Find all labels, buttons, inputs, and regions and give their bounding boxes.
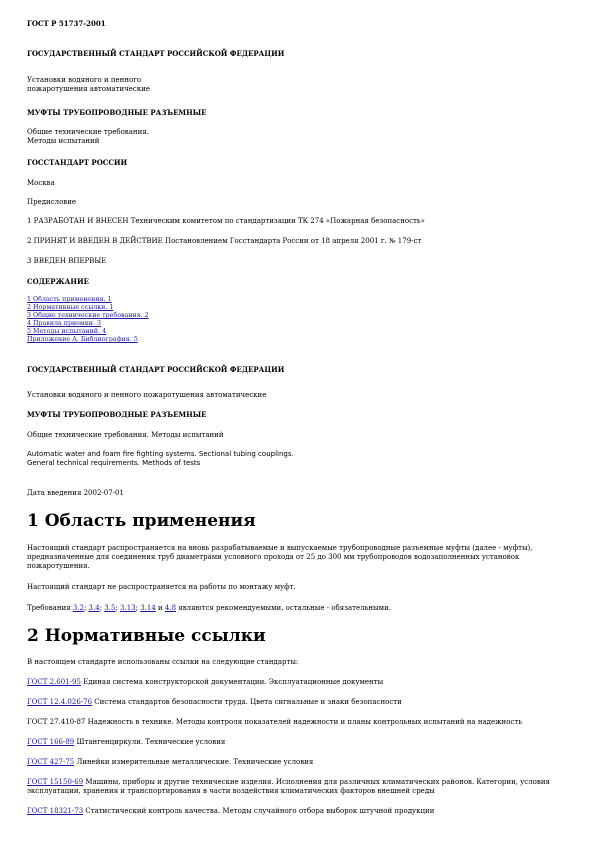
conjunction: и: [155, 604, 165, 612]
scope-para-line-1: Настоящий стандарт распространяется на вновь разрабатываемые и выпускаемые трубопроводные разъемные муфты (далее - муфты),: [27, 544, 533, 552]
section-1-heading: 1 Область применения: [27, 511, 256, 531]
reference-title: Линейки измерительные металлические. Технические условия: [74, 758, 314, 766]
preface-title: Предисловие: [27, 198, 77, 206]
preface-item-2: 2 ПРИНЯТ И ВВЕДЕН В ДЕЙСТВИЕ Постановлением Госстандарта России от 18 апреля 2001 г. № 179-ст: [27, 237, 422, 245]
reference-link[interactable]: ГОСТ 166-89: [27, 738, 75, 746]
scope-para-line-2: предназначенные для соединения труб диаметрами условного прохода от 25 до 300 мм трубопроводов водозаполненных установок: [27, 553, 520, 561]
gost-number: ГОСТ Р 51737-2001: [27, 19, 106, 28]
requirements-line-1: Общие технические требования.: [27, 128, 149, 136]
scope-para-line-3: пожаротушения.: [27, 562, 90, 570]
toc-link-scope[interactable]: 1 Область применения. 1: [27, 296, 112, 303]
reference-item: [27, 778, 550, 787]
reference-title: Единая система конструкторской документации. Эксплуатационные документы: [80, 678, 384, 686]
reference-code: ГОСТ 27.410-87: [27, 718, 86, 726]
reference-item: [27, 718, 522, 727]
body-standard-title: ГОСУДАРСТВЕННЫЙ СТАНДАРТ РОССИЙСКОЙ ФЕДЕРАЦИИ: [27, 365, 285, 374]
publisher: ГОССТАНДАРТ РОССИИ: [27, 158, 128, 167]
product-title: МУФТЫ ТРУБОПРОВОДНЫЕ РАЗЪЕМНЫЕ: [27, 108, 207, 117]
clause-link-4-8[interactable]: 4.8: [164, 604, 177, 612]
clause-link-3-2[interactable]: 3.2: [72, 604, 84, 612]
reference-link[interactable]: ГОСТ 18321-73: [27, 807, 84, 815]
reference-link[interactable]: ГОСТ 15150-69: [27, 778, 84, 786]
toc-link-acceptance[interactable]: 4 Правила приемки. 3: [27, 320, 101, 327]
english-title-line-2: General technical requirements. Methods of tests: [27, 459, 201, 467]
reference-title: Надежность в технике. Методы контроля показателей надежности и планы контрольных испытаний на надежность: [85, 718, 523, 726]
toc-link-appendix[interactable]: Приложение А. Библиография. 5: [27, 336, 138, 343]
reference-item: [27, 698, 402, 707]
standard-title: ГОСУДАРСТВЕННЫЙ СТАНДАРТ РОССИЙСКОЙ ФЕДЕРАЦИИ: [27, 49, 285, 58]
body-product-title: МУФТЫ ТРУБОПРОВОДНЫЕ РАЗЪЕМНЫЕ: [27, 410, 207, 419]
requirements-suffix: являются рекомендуемыми, остальные - обязательными.: [176, 604, 391, 612]
subject-line-1: Установки водяного и пенного: [27, 76, 142, 84]
body-requirements: Общие технические требования. Методы испытаний: [27, 431, 224, 439]
reference-link[interactable]: ГОСТ 2.601-95: [27, 678, 81, 686]
reference-item: [27, 678, 383, 687]
reference-item: [27, 807, 434, 816]
toc-link-references[interactable]: 2 Нормативные ссылки. 1: [27, 304, 114, 311]
clause-link-3-13[interactable]: 3.13: [120, 604, 136, 612]
scope-para-3: [27, 604, 391, 613]
reference-title: Машины, приборы и другие технические изделия. Исполнения для различных климатических районов. Категории, условия: [83, 778, 550, 786]
toc-link-tests[interactable]: 5 Методы испытаний. 4: [27, 328, 107, 335]
reference-title: Штангенциркули. Технические условия: [74, 738, 226, 746]
effective-date: Дата введения 2002-07-01: [27, 489, 124, 497]
reference-item: [27, 758, 313, 767]
toc-title: СОДЕРЖАНИЕ: [27, 277, 89, 286]
reference-title: Система стандартов безопасности труда. Цвета сигнальные и знаки безопасности: [92, 698, 402, 706]
separator: ;: [99, 604, 105, 612]
separator: ;: [135, 604, 141, 612]
requirements-prefix: Требования: [27, 604, 73, 612]
scope-para-2: Настоящий стандарт не распространяется на работы по монтажу муфт.: [27, 583, 296, 591]
reference-continuation: эксплуатации, хранения и транспортирования в части воздействия климатических факторов внешней среды: [27, 787, 435, 795]
requirements-line-2: Методы испытаний: [27, 137, 100, 145]
clause-link-3-14[interactable]: 3.14: [140, 604, 156, 612]
english-title-line-1: Automatic water and foam fire fighting systems. Sectional tubing couplings.: [27, 450, 294, 458]
section-2-heading: 2 Нормативные ссылки: [27, 626, 266, 646]
separator: ;: [83, 604, 89, 612]
table-of-contents: [27, 296, 149, 344]
clause-link-3-5[interactable]: 3.5: [104, 604, 116, 612]
reference-link[interactable]: ГОСТ 12.4.026-76: [27, 698, 93, 706]
reference-title: Статистический контроль качества. Методы случайного отбора выборок штучной продукции: [83, 807, 435, 815]
clause-link-3-4[interactable]: 3.4: [88, 604, 100, 612]
reference-item: [27, 738, 225, 747]
body-subject: Установки водяного и пенного пожаротушения автоматические: [27, 391, 267, 399]
subject-line-2: пожаротушения автоматические: [27, 85, 151, 93]
city: Москва: [27, 179, 55, 187]
reference-link[interactable]: ГОСТ 427-75: [27, 758, 75, 766]
preface-item-3: 3 ВВЕДЕН ВПЕРВЫЕ: [27, 257, 107, 265]
references-intro: В настоящем стандарте использованы ссылки на следующие стандарты:: [27, 658, 299, 666]
separator: ;: [115, 604, 121, 612]
preface-item-1: 1 РАЗРАБОТАН И ВНЕСЕН Техническим комитетом по стандартизации ТК 274 «Пожарная безопасность»: [27, 217, 425, 225]
toc-link-requirements[interactable]: 3 Общие технические требования. 2: [27, 312, 149, 319]
